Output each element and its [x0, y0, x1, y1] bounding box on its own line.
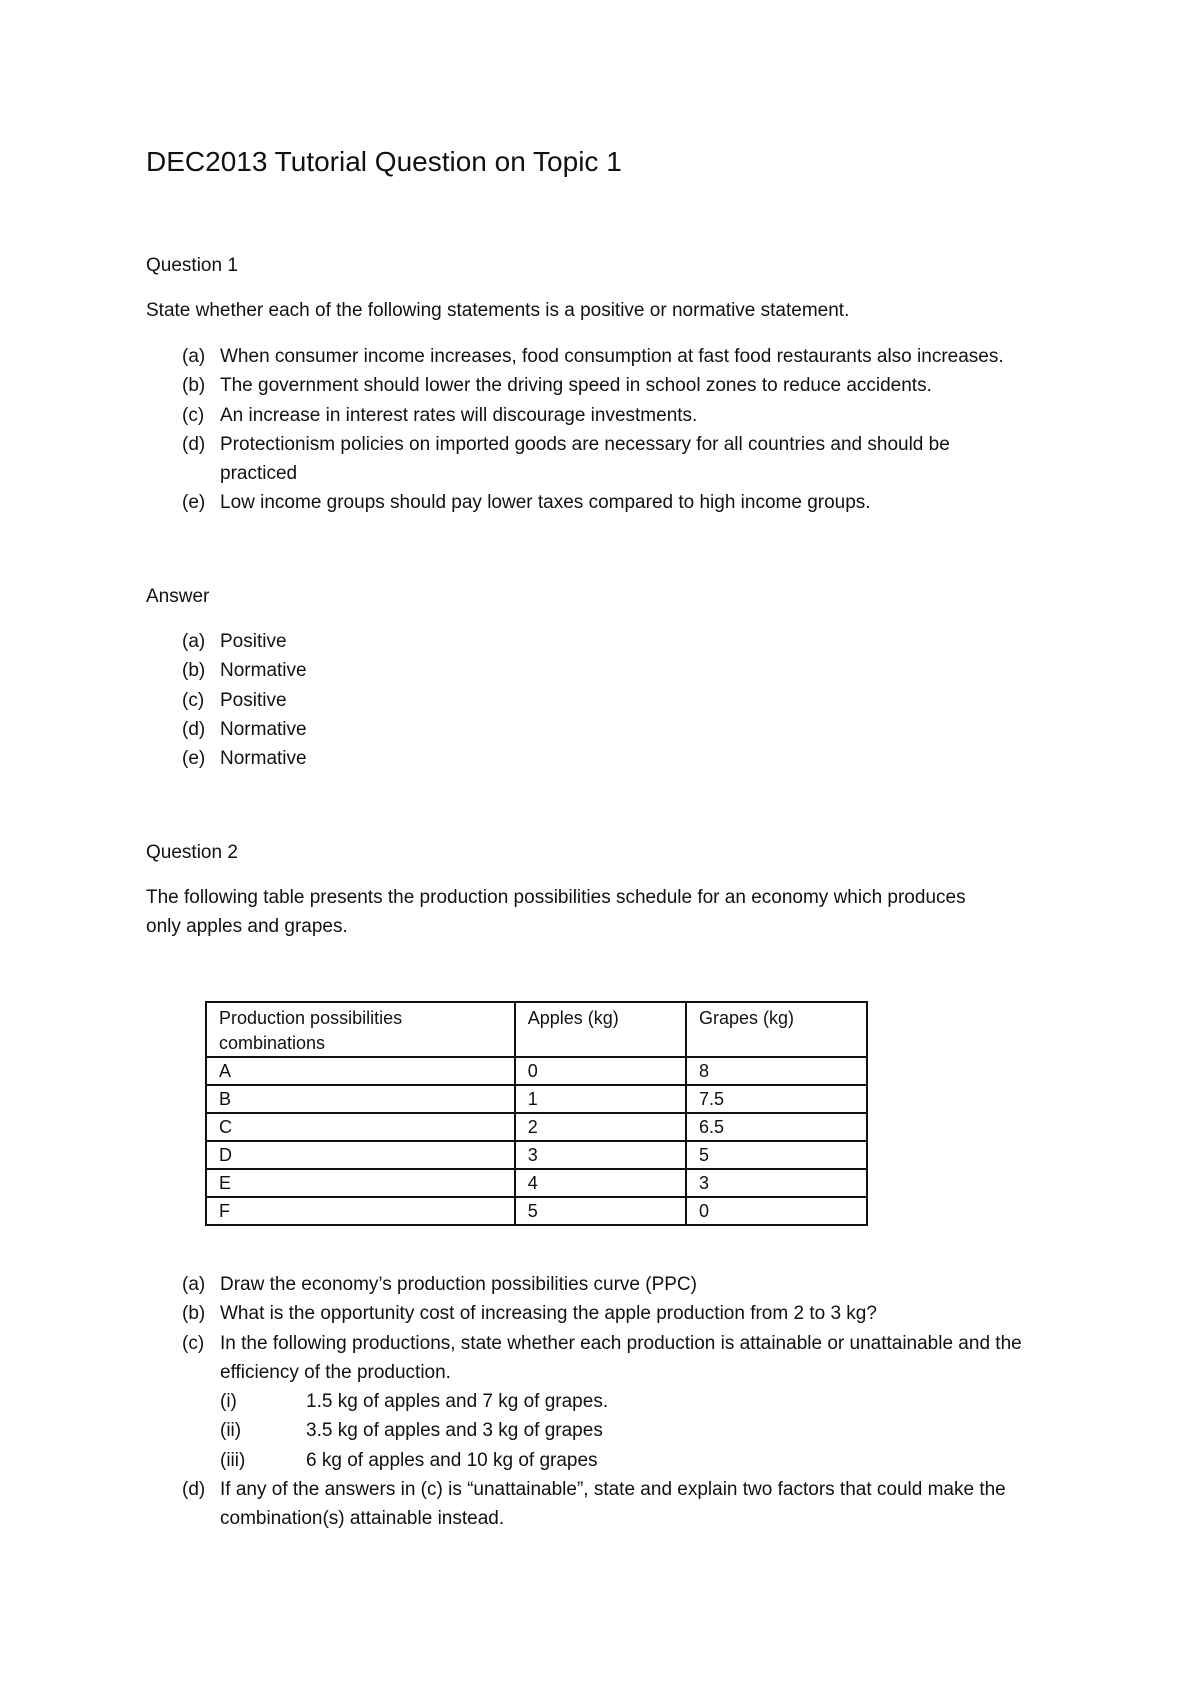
list-item: [182, 656, 307, 685]
table-cell: E: [206, 1169, 515, 1197]
answer-heading: Answer: [146, 586, 210, 607]
table-cell: 1: [515, 1085, 686, 1113]
answer-list: [182, 627, 307, 773]
question-1-list: [182, 342, 1090, 518]
item-label: (d): [182, 718, 206, 740]
production-possibilities-table: [205, 1001, 868, 1226]
header-apples: Apples (kg): [515, 1002, 686, 1057]
list-item: [182, 715, 307, 744]
table-row: [206, 1085, 867, 1113]
item-text: What is the opportunity cost of increasing the apple production from 2 to 3 kg?: [220, 1303, 877, 1325]
item-label: (b): [182, 1303, 206, 1325]
item-label: (e): [182, 748, 206, 770]
sub-item-text: 3.5 kg of apples and 3 kg of grapes: [306, 1420, 603, 1442]
item-text: Normative: [220, 660, 307, 682]
sub-item-text: 1.5 kg of apples and 7 kg of grapes.: [306, 1391, 609, 1413]
item-label: (d): [182, 433, 206, 455]
item-label: (a): [182, 346, 206, 367]
table-cell: 3: [515, 1141, 686, 1169]
table-cell: 3: [686, 1169, 867, 1197]
item-label: (b): [182, 660, 206, 682]
table-row: [206, 1113, 867, 1141]
table-cell: 8: [686, 1057, 867, 1085]
item-label: (a): [182, 631, 206, 652]
header-combinations: Production possibilities combinations: [206, 1002, 515, 1057]
list-item: [220, 1416, 1090, 1445]
item-text: An increase in interest rates will discourage investments.: [220, 404, 698, 426]
table-cell: D: [206, 1141, 515, 1169]
item-label: (a): [182, 1274, 206, 1295]
item-text: When consumer income increases, food consumption at fast food restaurants also increases.: [220, 346, 1004, 367]
item-label: (b): [182, 375, 206, 397]
table-row: [206, 1197, 867, 1225]
list-item: [182, 1299, 1090, 1328]
table-row: [206, 1169, 867, 1197]
item-label: (c): [182, 689, 205, 711]
table-row: [206, 1057, 867, 1085]
item-label: (d): [182, 1479, 206, 1501]
list-item: [182, 401, 1090, 430]
sub-item-label: (i): [220, 1391, 237, 1413]
item-text: Low income groups should pay lower taxes compared to high income groups.: [220, 492, 871, 514]
question-2-prompt-line-2: only apples and grapes.: [146, 916, 348, 937]
list-item: [220, 1387, 1090, 1416]
item-label: (c): [182, 404, 205, 426]
table-cell: 2: [515, 1113, 686, 1141]
item-text: Draw the economy’s production possibilities curve (PPC): [220, 1274, 697, 1295]
page-title: DEC2013 Tutorial Question on Topic 1: [146, 146, 622, 177]
sub-item-label: (ii): [220, 1420, 242, 1442]
question-2-heading: Question 2: [146, 842, 238, 863]
item-text: If any of the answers in (c) is “unattainable”, state and explain two factors that could make the combination(s) attainable instead.: [220, 1479, 1006, 1530]
item-label: (c): [182, 1332, 205, 1354]
table-row: [206, 1141, 867, 1169]
question-1-prompt: State whether each of the following statements is a positive or normative statement.: [146, 300, 850, 321]
table-header-row: [206, 1002, 867, 1057]
list-item: [182, 342, 1090, 371]
sub-item-label: (iii): [220, 1449, 246, 1471]
table-cell: F: [206, 1197, 515, 1225]
item-text: In the following productions, state whether each production is attainable or unattainable and the efficiency of the production.: [220, 1332, 1022, 1383]
table-cell: C: [206, 1113, 515, 1141]
list-item: [182, 1270, 1090, 1299]
item-text: Positive: [220, 631, 287, 652]
table-cell: 5: [686, 1141, 867, 1169]
table-cell: 6.5: [686, 1113, 867, 1141]
question-2-prompt-line-1: The following table presents the production possibilities schedule for an economy which produces: [146, 887, 966, 908]
list-item: [182, 430, 1090, 489]
item-text: Normative: [220, 748, 307, 770]
list-item: [182, 488, 1090, 517]
list-item: [182, 627, 307, 656]
item-label: (e): [182, 492, 206, 514]
table-cell: 4: [515, 1169, 686, 1197]
question-2-list: [182, 1270, 1090, 1534]
list-item: [220, 1446, 1090, 1475]
table-cell: 0: [686, 1197, 867, 1225]
sub-item-text: 6 kg of apples and 10 kg of grapes: [306, 1449, 598, 1471]
item-text: Protectionism policies on imported goods are necessary for all countries and should be practiced: [220, 433, 950, 485]
question-1-heading: Question 1: [146, 255, 238, 276]
list-item: [182, 371, 1090, 400]
list-item: [182, 686, 307, 715]
list-item: [182, 1329, 1090, 1475]
item-text: Normative: [220, 718, 307, 740]
question-2c-sublist: [220, 1387, 1090, 1475]
item-text: Positive: [220, 689, 287, 711]
table-cell: B: [206, 1085, 515, 1113]
table-cell: 0: [515, 1057, 686, 1085]
table-cell: 5: [515, 1197, 686, 1225]
list-item: [182, 744, 307, 773]
table-cell: 7.5: [686, 1085, 867, 1113]
table-cell: A: [206, 1057, 515, 1085]
item-text: The government should lower the driving speed in school zones to reduce accidents.: [220, 375, 932, 397]
header-grapes: Grapes (kg): [686, 1002, 867, 1057]
list-item: [182, 1475, 1090, 1534]
